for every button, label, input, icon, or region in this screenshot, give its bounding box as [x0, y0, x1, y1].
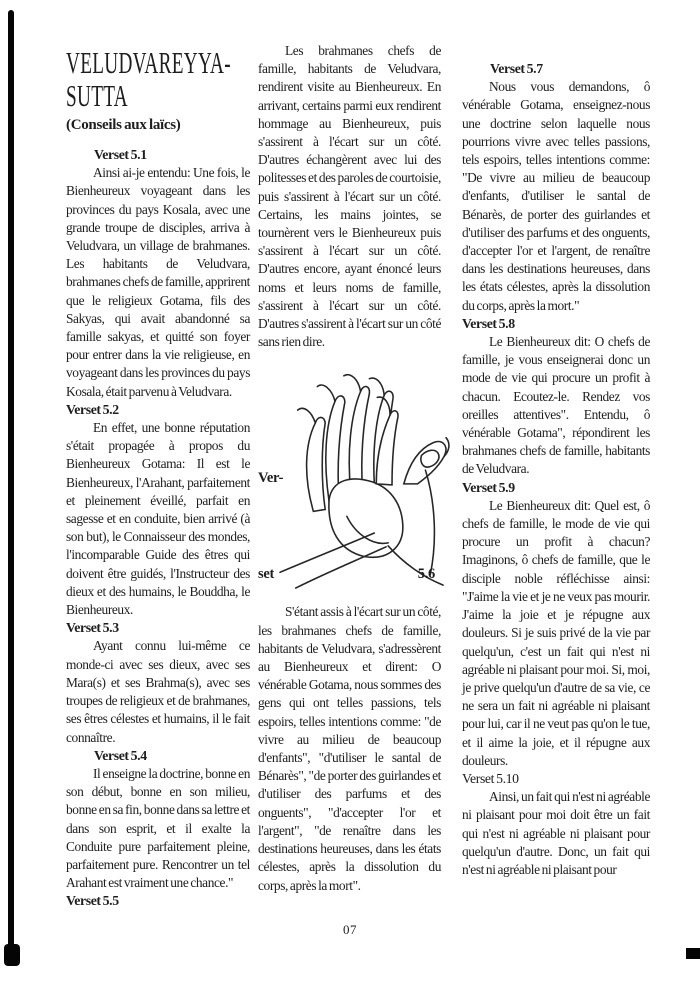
verse-heading-5-3: Verset 5.3 — [66, 620, 119, 636]
hands-illustration-block — [258, 353, 441, 601]
verse-heading-5-9: Verset 5.9 — [462, 479, 515, 495]
verse-5-6-text: S'étant assis à l'écart sur un côté, les brahmanes chefs de famille, habitants de Veludvara, s'adressèrent au Bienheureux et dirent: O vénérable Gotama, nous sommes des gens qui ont telles passions, tels espoirs, telles intentions comme: "de vivre au milieu de beaucoup d'enfants", "d'utiliser le santal de Bénarès", "de porter des guirlandes et d'utiliser des parfums et des onguents", "d'accepter l'or et l'argent", "de renaître dans les destinations heureuses, dans les états célestes, après la dissolution du corps, après la mort". — [258, 604, 441, 893]
verse-heading-5-4: Verset 5.4 — [94, 747, 147, 763]
verse-heading-5-1: Verset 5.1 — [94, 147, 147, 162]
page-subtitle: (Conseils aux laïcs) — [66, 117, 181, 133]
verse-5-4-text: Il enseigne la doctrine, bonne en son début, bonne en son milieu, bonne en sa fin, bonne dans sa lettre et dans son esprit, et il exalte la Conduite pure parfaitement pleine, parfaitement pure. Rencontrer un tel Arahant est vraiment une chance." — [66, 765, 250, 891]
praying-hands-illustration — [278, 353, 450, 601]
verse-heading-5-6-part2: set — [258, 566, 275, 583]
verse-heading-5-5: Verset 5.5 — [66, 893, 119, 909]
page-number: 07 — [343, 922, 357, 937]
verse-heading-5-2: Verset 5.2 — [66, 401, 119, 417]
page-title-line1: VELUDVAREYYA- — [66, 45, 231, 80]
verse-5-8-text: Le Bienheureux dit: O chefs de famille, je vous enseignerai donc un mode de vie qui procure un profit à chacun. Ecoutez-le. Rendez vos oreilles attentives". Entendu, ô vénérable Gotama", répondirent les brahmanes chefs de famille, habitants de Veludvara. — [462, 334, 650, 477]
scan-artifact-bottom-right-mark — [686, 948, 700, 959]
verse-heading-5-6-number: 5.6 — [417, 566, 435, 583]
column-1 — [66, 46, 250, 911]
verse-5-2-text: En effet, une bonne réputation s'était propagée à propos du Bienheureux Gotama: Il est le Bienheureux, l'Arahant, parfaitement et pleinement éveillé, parfait en sagesse et en conduite, bien arrivé (à son but), le Connaisseur des mondes, l'incomparable Guide des êtres qui doivent être guidés, l'Instructeur des dieux et des humains, le Bouddha, le Bienheureux. — [66, 420, 250, 618]
verse-heading-5-7: Verset 5.7 — [490, 61, 543, 76]
scan-artifact-bottom-left-mark — [4, 944, 20, 966]
verse-5-10-text: Ainsi, un fait qui n'est ni agréable ni plaisant pour moi doit être un fait qui n'est ni agréable ni plaisant pour quelqu'un d'autre. Donc, un fait qui n'est ni agréable ni plaisant pour — [462, 789, 650, 877]
column-3 — [462, 60, 650, 879]
verse-heading-5-10: Verset 5.10 — [462, 770, 519, 786]
verse-5-1-text: Ainsi ai-je entendu: Une fois, le Bienheureux voyageant dans les provinces du pays Kosala, avec une grande troupe de disciples, arriva à Veludvara, un village de brahmanes. Les habitants de Veludvara, brahmanes chefs de famille, apprirent que le religieux Gotama, fils des Sakyas, qui avait abandonné sa famille sakyas, et quitté son foyer pour entrer dans la vie religieuse, en voyageant dans les provinces du pays Kosala, était parvenu à Veludvara. — [66, 165, 250, 399]
verse-5-9-text: Le Bienheureux dit: Quel est, ô chefs de famille, le mode de vie qui procure un profit à chacun? Imaginons, ô chefs de famille, que le disciple noble réfléchisse ainsi: "J'aime la vie et je ne veux pas mourir. J'aime la joie et je répugne aux douleurs. Si je suis privé de la vie par quelqu'un, c'est un fait qui n'est ni agréable ni plaisant pour moi. Si, moi, je prive quelqu'un d'autre de sa vie, ce ne sera un fait ni agréable ni plaisant pour lui, car il ne veut pas qu'on le tue, et il aime la joie, et il répugne aux douleurs. — [462, 497, 650, 768]
scan-artifact-left-bar — [8, 10, 14, 958]
verse-5-5-text: Les brahmanes chefs de famille, habitants de Veludvara, rendirent visite au Bienheureux. En arrivant, certains parmi eux rendirent hommage au Bienheureux, puis s'assirent à l'écart sur un côté. D'autres échangèrent avec lui des politesses et des paroles de courtoisie, puis s'assirent à l'écart sur un côté. Certains, les mains jointes, se tournèrent vers le Bienheureux puis s'assirent à l'écart sur un côté. D'autres encore, ayant énoncé leurs noms et leurs noms de famille, s'assirent à l'écart sur un côté. D'autres s'assirent à l'écart sur un côté sans rien dire. — [258, 43, 441, 350]
verse-5-7-text: Nous vous demandons, ô vénérable Gotama, enseignez-nous une doctrine selon laquelle nous pourrions vivre avec telles passions, tels espoirs, telles intentions comme: "De vivre au milieu de beaucoup d'enfants, d'utiliser le santal de Bénarès, de porter des guirlandes et d'utiliser des parfums et des onguents, d'accepter l'or et l'argent, de renaître dans les destinations heureuses, dans les états célestes, après la dissolution du corps, après la mort." — [462, 79, 650, 313]
verse-heading-5-8: Verset 5.8 — [462, 315, 515, 331]
verse-5-3-text: Ayant connu lui-même ce monde-ci avec ses dieux, avec ses Mara(s) et ses Brahma(s), avec ses troupes de religieux et de brahmanes, ses êtres célestes et humains, il le fait connaître. — [66, 638, 250, 745]
page-title-line2: SUTTA — [66, 78, 128, 113]
verse-heading-5-6-part1: Ver- — [258, 470, 284, 487]
column-2 — [258, 42, 441, 895]
